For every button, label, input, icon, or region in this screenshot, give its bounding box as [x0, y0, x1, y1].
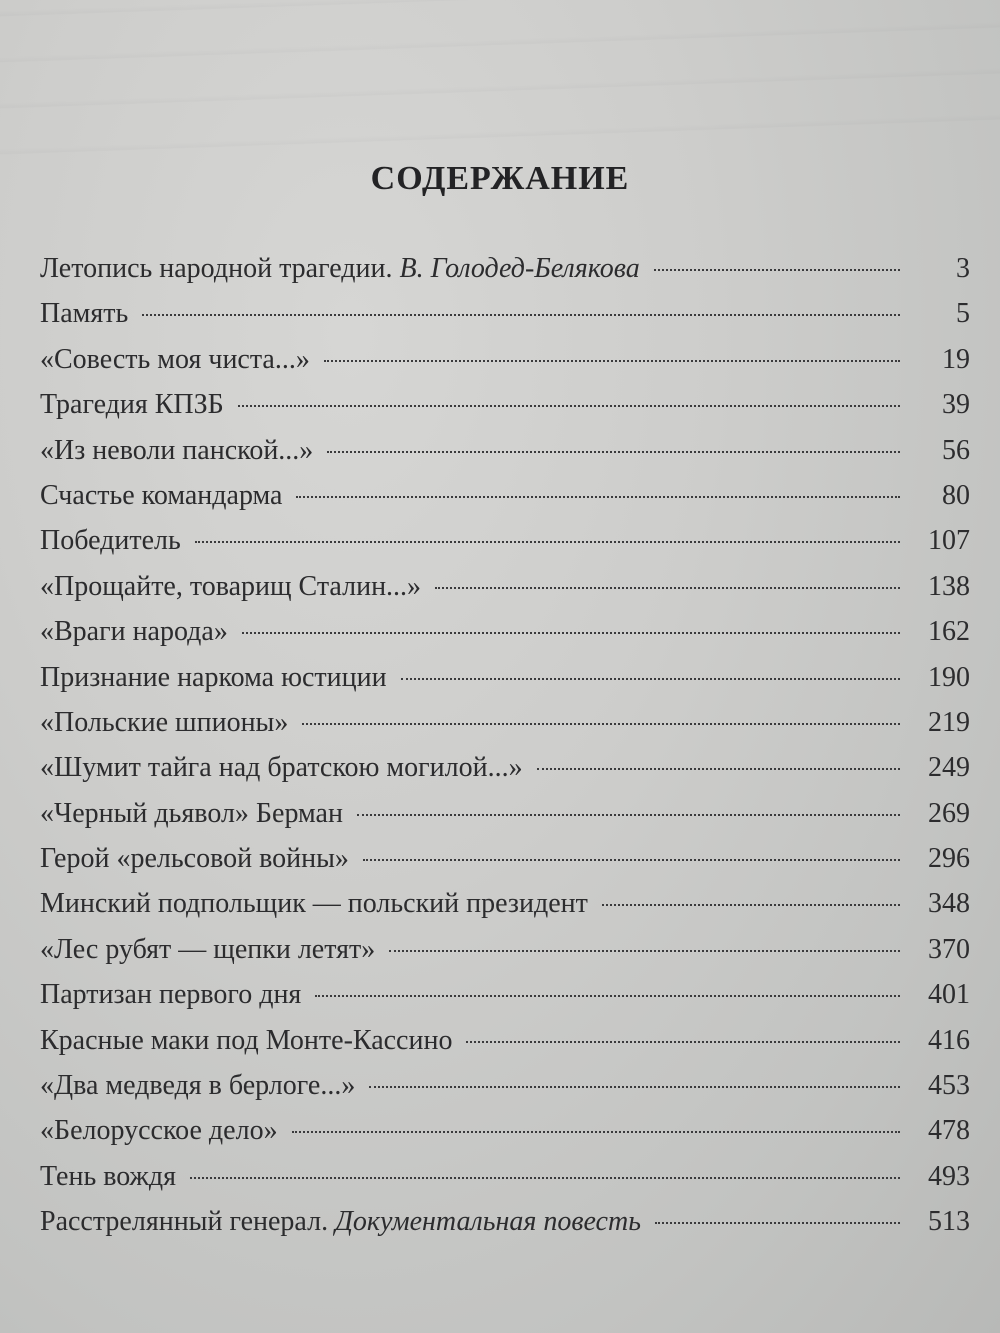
dot-leader	[602, 904, 900, 906]
toc-entry	[40, 291, 970, 336]
toc-page-number: 296	[928, 843, 970, 875]
toc-entry	[40, 428, 970, 473]
toc-entry-title: Счастье командарма	[40, 479, 283, 511]
dot-leader	[296, 496, 900, 498]
toc-entry-title: «Лес рубят — щепки летят»	[40, 933, 376, 965]
toc-page-number: 370	[928, 933, 970, 965]
toc-entry-title: Герой «рельсовой войны»	[40, 843, 349, 875]
toc-entry	[40, 881, 970, 926]
toc-entry	[40, 1108, 970, 1153]
toc-entry	[40, 337, 970, 382]
dot-leader	[363, 859, 900, 861]
toc-entry	[40, 700, 970, 745]
toc-entry-title: Победитель	[40, 525, 181, 557]
toc-entry	[40, 655, 970, 700]
toc-entry-title: «Белорусское дело»	[40, 1115, 278, 1147]
dot-leader	[327, 451, 900, 453]
dot-leader	[369, 1086, 900, 1088]
toc-page-number: 513	[928, 1206, 970, 1238]
toc-entry-title: «Враги народа»	[40, 616, 228, 648]
toc-entry-author: В. Голодед-Белякова	[399, 253, 640, 284]
dot-leader	[292, 1131, 900, 1133]
toc-entry-title: Трагедия КПЗБ	[40, 389, 224, 421]
toc-entry-title: «Совесть моя чиста...»	[40, 343, 310, 375]
dot-leader	[315, 995, 900, 997]
toc-entry-title: Минский подпольщик — польский президент	[40, 888, 588, 920]
dot-leader	[190, 1177, 900, 1179]
dot-leader	[401, 678, 900, 680]
toc-page-number: 107	[928, 525, 970, 557]
toc-entry	[40, 246, 970, 291]
dot-leader	[142, 314, 900, 316]
toc-page-number: 162	[928, 616, 970, 648]
toc-entry	[40, 564, 970, 609]
dot-leader	[195, 541, 900, 543]
toc-entry	[40, 1018, 970, 1063]
toc-entry-title: «Польские шпионы»	[40, 706, 289, 738]
toc-entry-title: Партизан первого дня	[40, 979, 302, 1011]
dot-leader	[357, 814, 900, 816]
toc-page-number: 5	[956, 298, 970, 330]
dot-leader	[466, 1041, 900, 1043]
toc-page-number: 80	[942, 479, 970, 511]
toc-entry	[40, 518, 970, 563]
dot-leader	[654, 269, 900, 271]
toc-page-number: 219	[928, 706, 970, 738]
toc-entry	[40, 972, 970, 1017]
dot-leader	[537, 768, 900, 770]
dot-leader	[655, 1222, 900, 1224]
toc-entry-title: «Шумит тайга над братскою могилой...»	[40, 752, 523, 784]
toc-entry-title: «Прощайте, товарищ Сталин...»	[40, 570, 422, 602]
toc-entry	[40, 1063, 970, 1108]
dot-leader	[324, 360, 900, 362]
toc-entry	[40, 473, 970, 518]
toc-entry-title: Память	[40, 298, 129, 330]
toc-entry-title: Признание наркома юстиции	[40, 661, 387, 693]
dot-leader	[389, 950, 900, 952]
dot-leader	[302, 723, 900, 725]
toc-entry-title: «Из неволи панской...»	[40, 434, 314, 466]
toc-entry	[40, 927, 970, 972]
toc-entry	[40, 836, 970, 881]
toc-entry	[40, 1199, 970, 1244]
table-of-contents	[40, 246, 970, 1245]
toc-entry-title: Летопись народной трагедии. В. Голодед-Белякова	[40, 253, 640, 284]
toc-page-number: 348	[928, 888, 970, 920]
show-through-text	[0, 0, 1000, 160]
toc-page-number: 3	[956, 253, 970, 284]
toc-page-number: 138	[928, 570, 970, 602]
toc-page-number: 19	[942, 343, 970, 375]
toc-page-number: 493	[928, 1160, 970, 1192]
toc-page-number: 190	[928, 661, 970, 693]
toc-entry-title: «Два медведя в берлоге...»	[40, 1070, 356, 1102]
toc-page-number: 249	[928, 752, 970, 784]
toc-entry-title: Расстрелянный генерал. Документальная повесть	[40, 1206, 641, 1238]
toc-page-number: 56	[942, 434, 970, 466]
toc-page-number: 269	[928, 797, 970, 829]
toc-entry	[40, 1154, 970, 1199]
dot-leader	[435, 587, 900, 589]
toc-page-number: 39	[942, 389, 970, 421]
toc-entry	[40, 609, 970, 654]
toc-page-number: 453	[928, 1070, 970, 1102]
dot-leader	[238, 405, 900, 407]
toc-entry-title: «Черный дьявол» Берман	[40, 797, 343, 829]
toc-entry	[40, 745, 970, 790]
dot-leader	[242, 632, 900, 634]
toc-entry-title: Тень вождя	[40, 1160, 177, 1192]
toc-page-number: 416	[928, 1024, 970, 1056]
toc-entry	[40, 382, 970, 427]
toc-entry-subtitle: Документальная повесть	[335, 1206, 641, 1238]
toc-page-number: 478	[928, 1115, 970, 1147]
toc-entry	[40, 791, 970, 836]
toc-page-number: 401	[928, 979, 970, 1011]
toc-entry-title: Красные маки под Монте-Кассино	[40, 1024, 453, 1056]
page-title: СОДЕРЖАНИЕ	[370, 160, 630, 197]
